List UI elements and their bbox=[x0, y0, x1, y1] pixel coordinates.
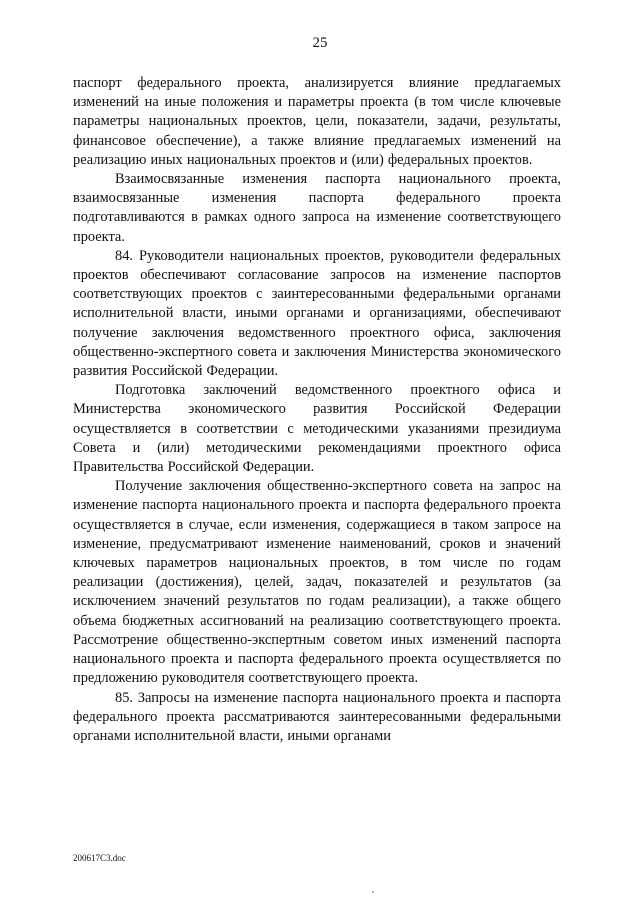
scan-artifact-dot bbox=[372, 891, 374, 893]
document-body bbox=[73, 74, 561, 746]
paragraph-84: 84. Руководители национальных проектов, руководители федеральных проектов обеспечивают согласование запросов на изменение паспортов соответствующих проектов с заинтересованными федеральными органами исполнительной власти, иными органами и организациями, обеспечивают получение заключения ведомственного проектного офиса, заключения общественно-экспертного совета и заключения Министерства экономического развития Российской Федерации. bbox=[73, 247, 561, 380]
paragraph-conclusions-preparation: Подготовка заключений ведомственного проектного офиса и Министерства экономического развития Российской Федерации осуществляется в соответствии с методическими указаниями президиума Совета и (или) методическими рекомендациями проектного офиса Правительства Российской Федерации. bbox=[73, 382, 561, 476]
paragraph-continuation: паспорт федерального проекта, анализируется влияние предлагаемых изменений на иные положения и параметры проекта (в том числе ключевые параметры национальных проектов, цели, показатели, задачи, результаты, финансовое обеспечение), а также влияние предлагаемых изменений на реализацию иных национальных проектов и (или) федеральных проектов. bbox=[73, 75, 561, 168]
paragraph-85: 85. Запросы на изменение паспорта национального проекта и паспорта федерального проекта рассматриваются заинтересованными федеральными органами исполнительной власти, иными органами bbox=[73, 689, 561, 744]
paragraph-expert-council-conclusion: Получение заключения общественно-экспертного совета на запрос на изменение паспорта национального проекта и паспорта федерального проекта осуществляется в случае, если изменения, содержащиеся в таком запросе на изменение, предусматривают изменение наименований, сроков и значений ключевых параметров национальных проектов, в том числе по годам реализации (достижения), целей, задач, показателей и результатов (за исключением значений результатов по годам реализации), а также общего объема бюджетных ассигнований на реализацию соответствующего проекта. Рассмотрение общественно-экспертным советом иных изменений паспорта национального проекта и паспорта федерального проекта осуществляется по предложению руководителя соответствующего проекта. bbox=[73, 478, 561, 687]
document-file-code: 200617С3.doc bbox=[73, 853, 126, 863]
paragraph-interrelated-changes: Взаимосвязанные изменения паспорта национального проекта, взаимосвязанные изменения паспорта федерального проекта подготавливаются в рамках одного запроса на изменение соответствующего проекта. bbox=[73, 171, 561, 245]
page-number: 25 bbox=[312, 35, 328, 51]
